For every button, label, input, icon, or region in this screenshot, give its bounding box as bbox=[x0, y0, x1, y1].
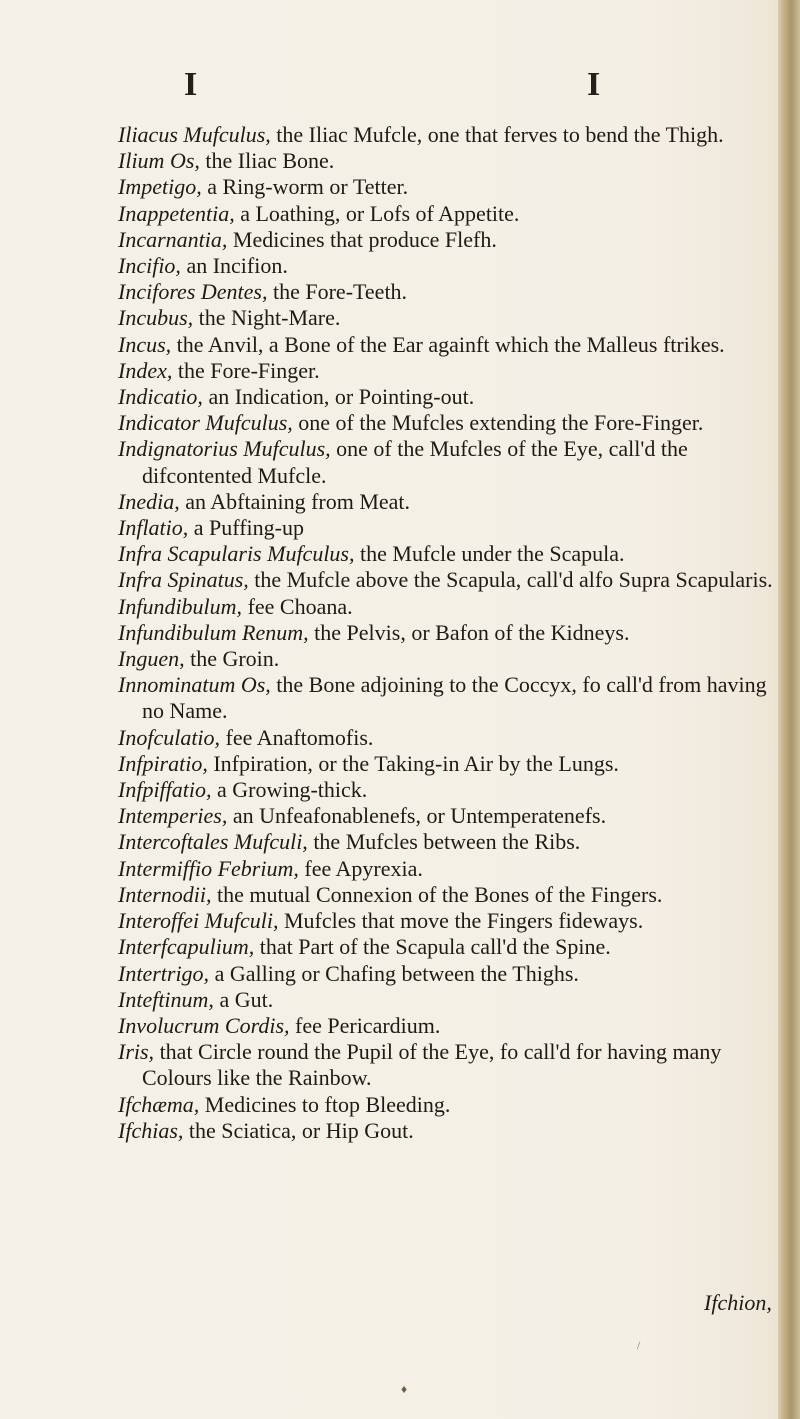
entry-definition: a Galling or Chafing between the Thighs. bbox=[209, 960, 579, 986]
entry-definition: an Incifion. bbox=[180, 253, 288, 279]
entry-term: Innominatum Os, bbox=[118, 672, 271, 698]
entry-term: Infpiratio, bbox=[118, 750, 208, 776]
glossary-entry bbox=[118, 856, 778, 882]
entry-definition: the Pelvis, or Bafon of the Kidneys. bbox=[308, 619, 630, 645]
glossary-entry bbox=[118, 1118, 778, 1144]
entry-definition: Mufcles that move the Fingers fideways. bbox=[278, 908, 644, 934]
entry-definition: the Anvil, a Bone of the Ear againft which the Malleus ftrikes. bbox=[171, 331, 725, 357]
glossary-entry bbox=[118, 201, 778, 227]
entry-definition: an Indication, or Pointing-out. bbox=[202, 384, 475, 410]
glossary-entry bbox=[118, 515, 778, 541]
entry-term: Impetigo, bbox=[118, 174, 202, 200]
entry-term: Infundibulum, bbox=[118, 593, 243, 619]
entry-term: Interoffei Mufculi, bbox=[118, 908, 279, 934]
glossary-entry bbox=[118, 174, 778, 200]
entry-term: Incubus, bbox=[118, 305, 194, 331]
entry-term: Inflatio, bbox=[118, 515, 189, 541]
entry-definition: an Abftaining from Meat. bbox=[179, 488, 411, 514]
entry-definition: that Part of the Scapula call'd the Spine. bbox=[254, 934, 611, 960]
glossary-entry bbox=[118, 358, 778, 384]
entry-definition: Medicines that produce Flefh. bbox=[227, 226, 497, 252]
entry-term: Infra Scapularis Mufculus, bbox=[118, 541, 355, 567]
entry-definition: Medicines to ftop Bleeding. bbox=[199, 1091, 451, 1117]
entry-term: Iris, bbox=[118, 1039, 155, 1065]
entry-definition: an Unfeafonablenefs, or Untemperatenefs. bbox=[227, 803, 607, 829]
entry-term: Interfcapulium, bbox=[118, 934, 255, 960]
entry-definition: the Mufcles between the Ribs. bbox=[307, 829, 581, 855]
entry-term: Intercoftales Mufculi, bbox=[118, 829, 308, 855]
entry-definition: fee Choana. bbox=[242, 593, 353, 619]
entry-definition: the mutual Connexion of the Bones of the Fingers. bbox=[211, 881, 663, 907]
entry-term: Infra Spinatus, bbox=[118, 567, 249, 593]
running-head bbox=[0, 66, 800, 106]
entry-term: Index, bbox=[118, 357, 173, 383]
glossary-entry bbox=[118, 803, 778, 829]
entry-term: Indignatorius Mufculus, bbox=[118, 436, 331, 462]
glossary-entry bbox=[118, 672, 778, 724]
glossary-entry bbox=[118, 541, 778, 567]
entry-term: Ilium Os, bbox=[118, 148, 200, 174]
entry-term: Indicator Mufculus, bbox=[118, 410, 293, 436]
running-head-left-letter: I bbox=[184, 66, 198, 103]
glossary-entries bbox=[118, 122, 778, 1144]
entry-term: Incifio, bbox=[118, 253, 181, 279]
entry-term: Ifchias, bbox=[118, 1117, 184, 1143]
entry-term: Inteftinum, bbox=[118, 986, 214, 1012]
glossary-entry bbox=[118, 646, 778, 672]
entry-term: Infundibulum Renum, bbox=[118, 619, 309, 645]
entry-definition: a Loathing, or Lofs of Appetite. bbox=[234, 200, 520, 226]
entry-definition: the Sciatica, or Hip Gout. bbox=[183, 1117, 414, 1143]
entry-term: Ifchæma, bbox=[118, 1091, 200, 1117]
catchword: Ifchion, bbox=[704, 1290, 772, 1315]
glossary-entry bbox=[118, 751, 778, 777]
glossary-entry bbox=[118, 227, 778, 253]
glossary-entry bbox=[118, 122, 778, 148]
entry-definition: the Bone adjoining to the Coccyx, fo call'd from having no Name. bbox=[142, 672, 767, 724]
entry-definition: fee Apyrexia. bbox=[298, 855, 423, 881]
glossary-entry bbox=[118, 279, 778, 305]
entry-term: Intemperies, bbox=[118, 803, 228, 829]
entry-definition: the Mufcle under the Scapula. bbox=[354, 541, 625, 567]
running-head-right-letter: I bbox=[587, 66, 601, 103]
entry-definition: one of the Mufcles extending the Fore-Finger. bbox=[292, 410, 704, 436]
entry-term: Inappetentia, bbox=[118, 200, 235, 226]
glossary-entry bbox=[118, 829, 778, 855]
glossary-entry bbox=[118, 332, 778, 358]
glossary-entry bbox=[118, 594, 778, 620]
glossary-entry bbox=[118, 620, 778, 646]
ornament-icon: ♦ bbox=[401, 1382, 408, 1396]
glossary-entry bbox=[118, 567, 778, 593]
glossary-entry bbox=[118, 934, 778, 960]
glossary-entry bbox=[118, 489, 778, 515]
glossary-entry bbox=[118, 436, 778, 488]
glossary-entry bbox=[118, 1013, 778, 1039]
entry-term: Inguen, bbox=[118, 646, 185, 672]
entry-definition: a Growing-thick. bbox=[211, 777, 368, 803]
glossary-entry bbox=[118, 725, 778, 751]
glossary-entry bbox=[118, 384, 778, 410]
entry-definition: the Iliac Bone. bbox=[199, 148, 335, 174]
entry-definition: a Gut. bbox=[213, 986, 274, 1012]
entry-term: Infpiffatio, bbox=[118, 777, 212, 803]
entry-term: Incus, bbox=[118, 331, 172, 357]
entry-definition: the Mufcle above the Scapula, call'd alfo Supra Scapularis. bbox=[248, 567, 773, 593]
glossary-entry bbox=[118, 253, 778, 279]
entry-term: Inofculatio, bbox=[118, 724, 221, 750]
entry-definition: fee Pericardium. bbox=[289, 1012, 441, 1038]
glossary-entry bbox=[118, 908, 778, 934]
glossary-entry bbox=[118, 961, 778, 987]
entry-definition: a Ring-worm or Tetter. bbox=[201, 174, 409, 200]
entry-definition: fee Anaftomofis. bbox=[220, 724, 374, 750]
entry-definition: the Fore-Finger. bbox=[172, 357, 320, 383]
entry-definition: Infpiration, or the Taking-in Air by the Lungs. bbox=[207, 750, 619, 776]
entry-term: Internodii, bbox=[118, 881, 212, 907]
entry-term: Incifores Dentes, bbox=[118, 279, 268, 305]
glossary-entry bbox=[118, 1092, 778, 1118]
glossary-entry bbox=[118, 410, 778, 436]
entry-definition: the Fore-Teeth. bbox=[267, 279, 408, 305]
entry-definition: the Iliac Mufcle, one that ferves to bend the Thigh. bbox=[270, 122, 724, 147]
entry-term: Intertrigo, bbox=[118, 960, 210, 986]
glossary-entry bbox=[118, 882, 778, 908]
entry-term: Incarnantia, bbox=[118, 226, 228, 252]
entry-term: Intermiffio Febrium, bbox=[118, 855, 299, 881]
entry-definition: the Night-Mare. bbox=[193, 305, 341, 331]
entry-term: Involucrum Cordis, bbox=[118, 1012, 290, 1038]
glossary-entry bbox=[118, 1039, 778, 1091]
entry-definition: a Puffing-up bbox=[188, 515, 304, 541]
entry-definition: one of the Mufcles of the Eye, call'd the difcontented Mufcle. bbox=[142, 436, 688, 488]
glossary-entry bbox=[118, 148, 778, 174]
glossary-entry bbox=[118, 777, 778, 803]
glossary-entry bbox=[118, 305, 778, 331]
entry-term: Indicatio, bbox=[118, 384, 203, 410]
entry-definition: the Groin. bbox=[184, 646, 280, 672]
glossary-entry bbox=[118, 987, 778, 1013]
entry-term: Inedia, bbox=[118, 488, 180, 514]
page-edge-shadow bbox=[778, 0, 800, 1419]
entry-term: Iliacus Mufculus, bbox=[118, 122, 271, 147]
stray-mark: / bbox=[637, 1338, 641, 1352]
entry-definition: that Circle round the Pupil of the Eye, fo call'd for having many Colours like the Rainbow. bbox=[142, 1039, 722, 1091]
